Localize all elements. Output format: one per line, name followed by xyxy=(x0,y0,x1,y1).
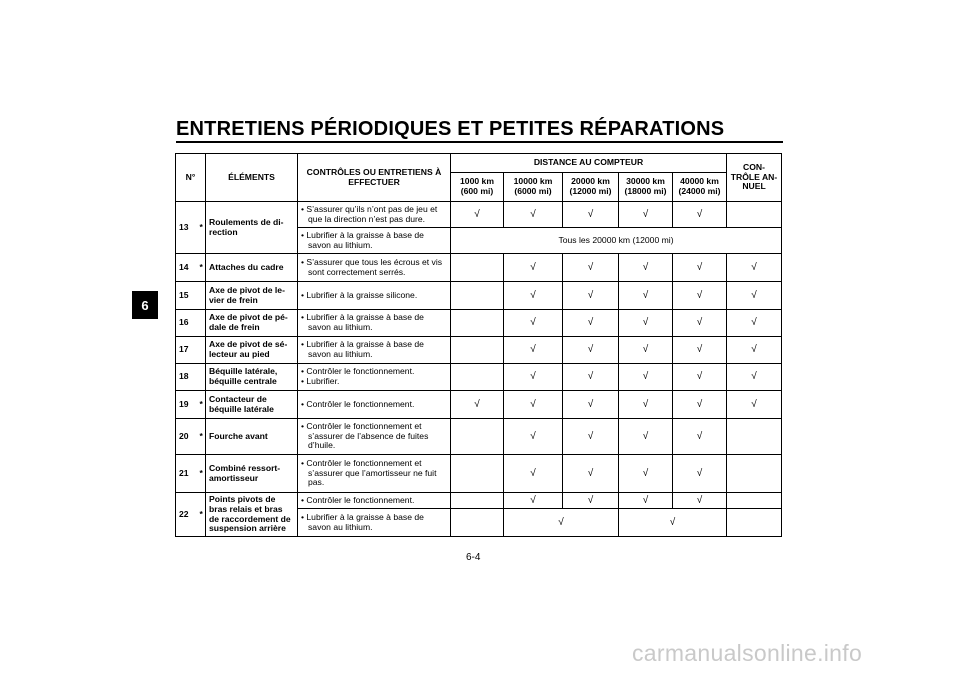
check-mark: √ xyxy=(563,419,619,455)
empty-cell xyxy=(451,337,504,364)
row-number: 16 xyxy=(176,310,197,337)
element-name: Combiné ressort-amortisseur xyxy=(206,455,298,493)
action-item: • Contrôler le fonctionnement. xyxy=(301,496,447,506)
row-number: 13 xyxy=(176,202,197,254)
action-cell xyxy=(298,254,451,282)
table-row xyxy=(176,364,782,391)
header-controls: CONTRÔLES OU ENTRETIENS À EFFECTUER xyxy=(298,154,451,202)
check-mark: √ xyxy=(619,419,673,455)
check-mark: √ xyxy=(504,337,563,364)
header-20000km: 20000 km (12000 mi) xyxy=(563,173,619,202)
check-mark: √ xyxy=(619,337,673,364)
action-item: • Lubrifier à la graisse à base de savon au lithium. xyxy=(301,313,447,332)
table-row xyxy=(176,282,782,310)
table-row xyxy=(176,254,782,282)
check-mark: √ xyxy=(563,337,619,364)
header-annual: CON-TRÔLE AN-NUEL xyxy=(727,154,782,202)
check-mark: √ xyxy=(619,364,673,391)
check-mark: √ xyxy=(451,391,504,419)
table-row xyxy=(176,337,782,364)
check-mark: √ xyxy=(673,202,727,228)
check-mark: √ xyxy=(619,455,673,493)
empty-cell xyxy=(451,310,504,337)
check-mark: √ xyxy=(504,493,563,509)
check-mark: √ xyxy=(673,364,727,391)
table-row xyxy=(176,202,782,228)
check-mark: √ xyxy=(563,202,619,228)
check-mark: √ xyxy=(619,391,673,419)
check-mark: √ xyxy=(563,254,619,282)
empty-cell xyxy=(727,202,782,228)
empty-cell xyxy=(727,493,782,509)
check-mark: √ xyxy=(673,310,727,337)
element-name: Axe de pivot de sé-lecteur au pied xyxy=(206,337,298,364)
check-mark: √ xyxy=(619,254,673,282)
action-cell xyxy=(298,337,451,364)
check-mark: √ xyxy=(619,493,673,509)
check-mark: √ xyxy=(727,337,782,364)
action-item: • Lubrifier à la graisse à base de savon au lithium. xyxy=(301,513,447,532)
check-mark: √ xyxy=(504,282,563,310)
check-mark: √ xyxy=(504,202,563,228)
table-row xyxy=(176,310,782,337)
action-cell xyxy=(298,228,451,254)
action-cell xyxy=(298,509,451,537)
header-num: N° xyxy=(176,154,206,202)
star-mark: * xyxy=(197,493,206,537)
element-name: Points pivots de bras relais et bras de raccordement de suspension arrière xyxy=(206,493,298,537)
action-item: • S’assurer qu’ils n’ont pas de jeu et que la direction n’est pas dure. xyxy=(301,205,447,224)
action-cell xyxy=(298,310,451,337)
check-mark: √ xyxy=(504,455,563,493)
check-mark: √ xyxy=(563,310,619,337)
star-mark xyxy=(197,337,206,364)
check-mark: √ xyxy=(727,282,782,310)
check-mark: √ xyxy=(619,509,727,537)
watermark: carmanualsonline.info xyxy=(632,640,863,666)
check-mark: √ xyxy=(504,419,563,455)
check-mark: √ xyxy=(504,310,563,337)
row-number: 19 xyxy=(176,391,197,419)
check-mark: √ xyxy=(563,493,619,509)
empty-cell xyxy=(451,282,504,310)
check-mark: √ xyxy=(673,455,727,493)
action-item: • Lubrifier à la graisse silicone. xyxy=(301,291,447,301)
element-name: Attaches du cadre xyxy=(206,254,298,282)
check-mark: √ xyxy=(727,254,782,282)
empty-cell xyxy=(727,455,782,493)
check-mark: √ xyxy=(504,254,563,282)
action-item: • Contrôler le fonctionnement. xyxy=(301,400,447,410)
check-mark: √ xyxy=(563,364,619,391)
star-mark xyxy=(197,282,206,310)
element-name: Axe de pivot de pé-dale de frein xyxy=(206,310,298,337)
star-mark: * xyxy=(197,202,206,254)
star-mark: * xyxy=(197,419,206,455)
empty-cell xyxy=(451,254,504,282)
element-name: Axe de pivot de le-vier de frein xyxy=(206,282,298,310)
check-mark: √ xyxy=(673,282,727,310)
empty-cell xyxy=(451,419,504,455)
row-number: 17 xyxy=(176,337,197,364)
check-mark: √ xyxy=(563,391,619,419)
check-mark: √ xyxy=(727,391,782,419)
check-mark: √ xyxy=(504,391,563,419)
star-mark: * xyxy=(197,455,206,493)
check-mark: √ xyxy=(619,310,673,337)
check-mark: √ xyxy=(504,509,619,537)
row-number: 15 xyxy=(176,282,197,310)
action-item: • Lubrifier à la graisse à base de savon au lithium. xyxy=(301,231,447,250)
action-cell xyxy=(298,282,451,310)
maintenance-table xyxy=(175,153,782,537)
header-30000km: 30000 km (18000 mi) xyxy=(619,173,673,202)
action-cell xyxy=(298,364,451,391)
check-mark: √ xyxy=(727,310,782,337)
element-name: Fourche avant xyxy=(206,419,298,455)
element-name: Béquille latérale, béquille centrale xyxy=(206,364,298,391)
row-number: 20 xyxy=(176,419,197,455)
empty-cell xyxy=(451,493,504,509)
action-cell xyxy=(298,493,451,509)
action-item: • S’assurer que tous les écrous et vis sont correctement serrés. xyxy=(301,258,447,277)
header-elements: ÉLÉMENTS xyxy=(206,154,298,202)
empty-cell xyxy=(451,509,504,537)
page-title: ENTRETIENS PÉRIODIQUES ET PETITES RÉPARATIONS xyxy=(176,118,725,140)
table-row xyxy=(176,419,782,455)
star-mark: * xyxy=(197,254,206,282)
check-mark: √ xyxy=(673,493,727,509)
table-row xyxy=(176,455,782,493)
action-cell xyxy=(298,419,451,455)
empty-cell xyxy=(727,509,782,537)
action-item: • Contrôler le fonctionnement et s’assurer que l’amortisseur ne fuit pas. xyxy=(301,459,447,488)
check-mark: √ xyxy=(673,254,727,282)
action-item: • Lubrifier. xyxy=(301,377,447,387)
header-40000km: 40000 km (24000 mi) xyxy=(673,173,727,202)
check-mark: √ xyxy=(673,419,727,455)
page-number: 6-4 xyxy=(466,552,481,563)
header-1000km: 1000 km (600 mi) xyxy=(451,173,504,202)
check-mark: √ xyxy=(619,282,673,310)
element-name: Roulements de di-rection xyxy=(206,202,298,254)
check-mark: √ xyxy=(504,364,563,391)
table-row xyxy=(176,493,782,509)
row-number: 22 xyxy=(176,493,197,537)
action-cell xyxy=(298,202,451,228)
empty-cell xyxy=(727,419,782,455)
empty-cell xyxy=(451,455,504,493)
check-mark: √ xyxy=(451,202,504,228)
action-item: • Contrôler le fonctionnement. xyxy=(301,367,447,377)
header-10000km: 10000 km (6000 mi) xyxy=(504,173,563,202)
action-cell xyxy=(298,391,451,419)
chapter-tab: 6 xyxy=(132,291,158,319)
row-number: 14 xyxy=(176,254,197,282)
empty-cell xyxy=(451,364,504,391)
element-name: Contacteur de béquille latérale xyxy=(206,391,298,419)
check-mark: √ xyxy=(563,282,619,310)
row-number: 21 xyxy=(176,455,197,493)
table-row xyxy=(176,391,782,419)
action-cell xyxy=(298,455,451,493)
row-number: 18 xyxy=(176,364,197,391)
title-rule xyxy=(176,141,783,143)
check-mark: √ xyxy=(673,337,727,364)
check-mark: √ xyxy=(563,455,619,493)
check-mark: √ xyxy=(619,202,673,228)
action-item: • Contrôler le fonctionnement et s’assurer de l’absence de fuites d’huile. xyxy=(301,422,447,451)
check-mark: √ xyxy=(727,364,782,391)
action-item: • Lubrifier à la graisse à base de savon au lithium. xyxy=(301,340,447,359)
header-distance: DISTANCE AU COMPTEUR xyxy=(451,154,727,173)
check-mark: √ xyxy=(673,391,727,419)
star-mark xyxy=(197,310,206,337)
star-mark: * xyxy=(197,391,206,419)
star-mark xyxy=(197,364,206,391)
interval-note: Tous les 20000 km (12000 mi) xyxy=(451,228,782,254)
